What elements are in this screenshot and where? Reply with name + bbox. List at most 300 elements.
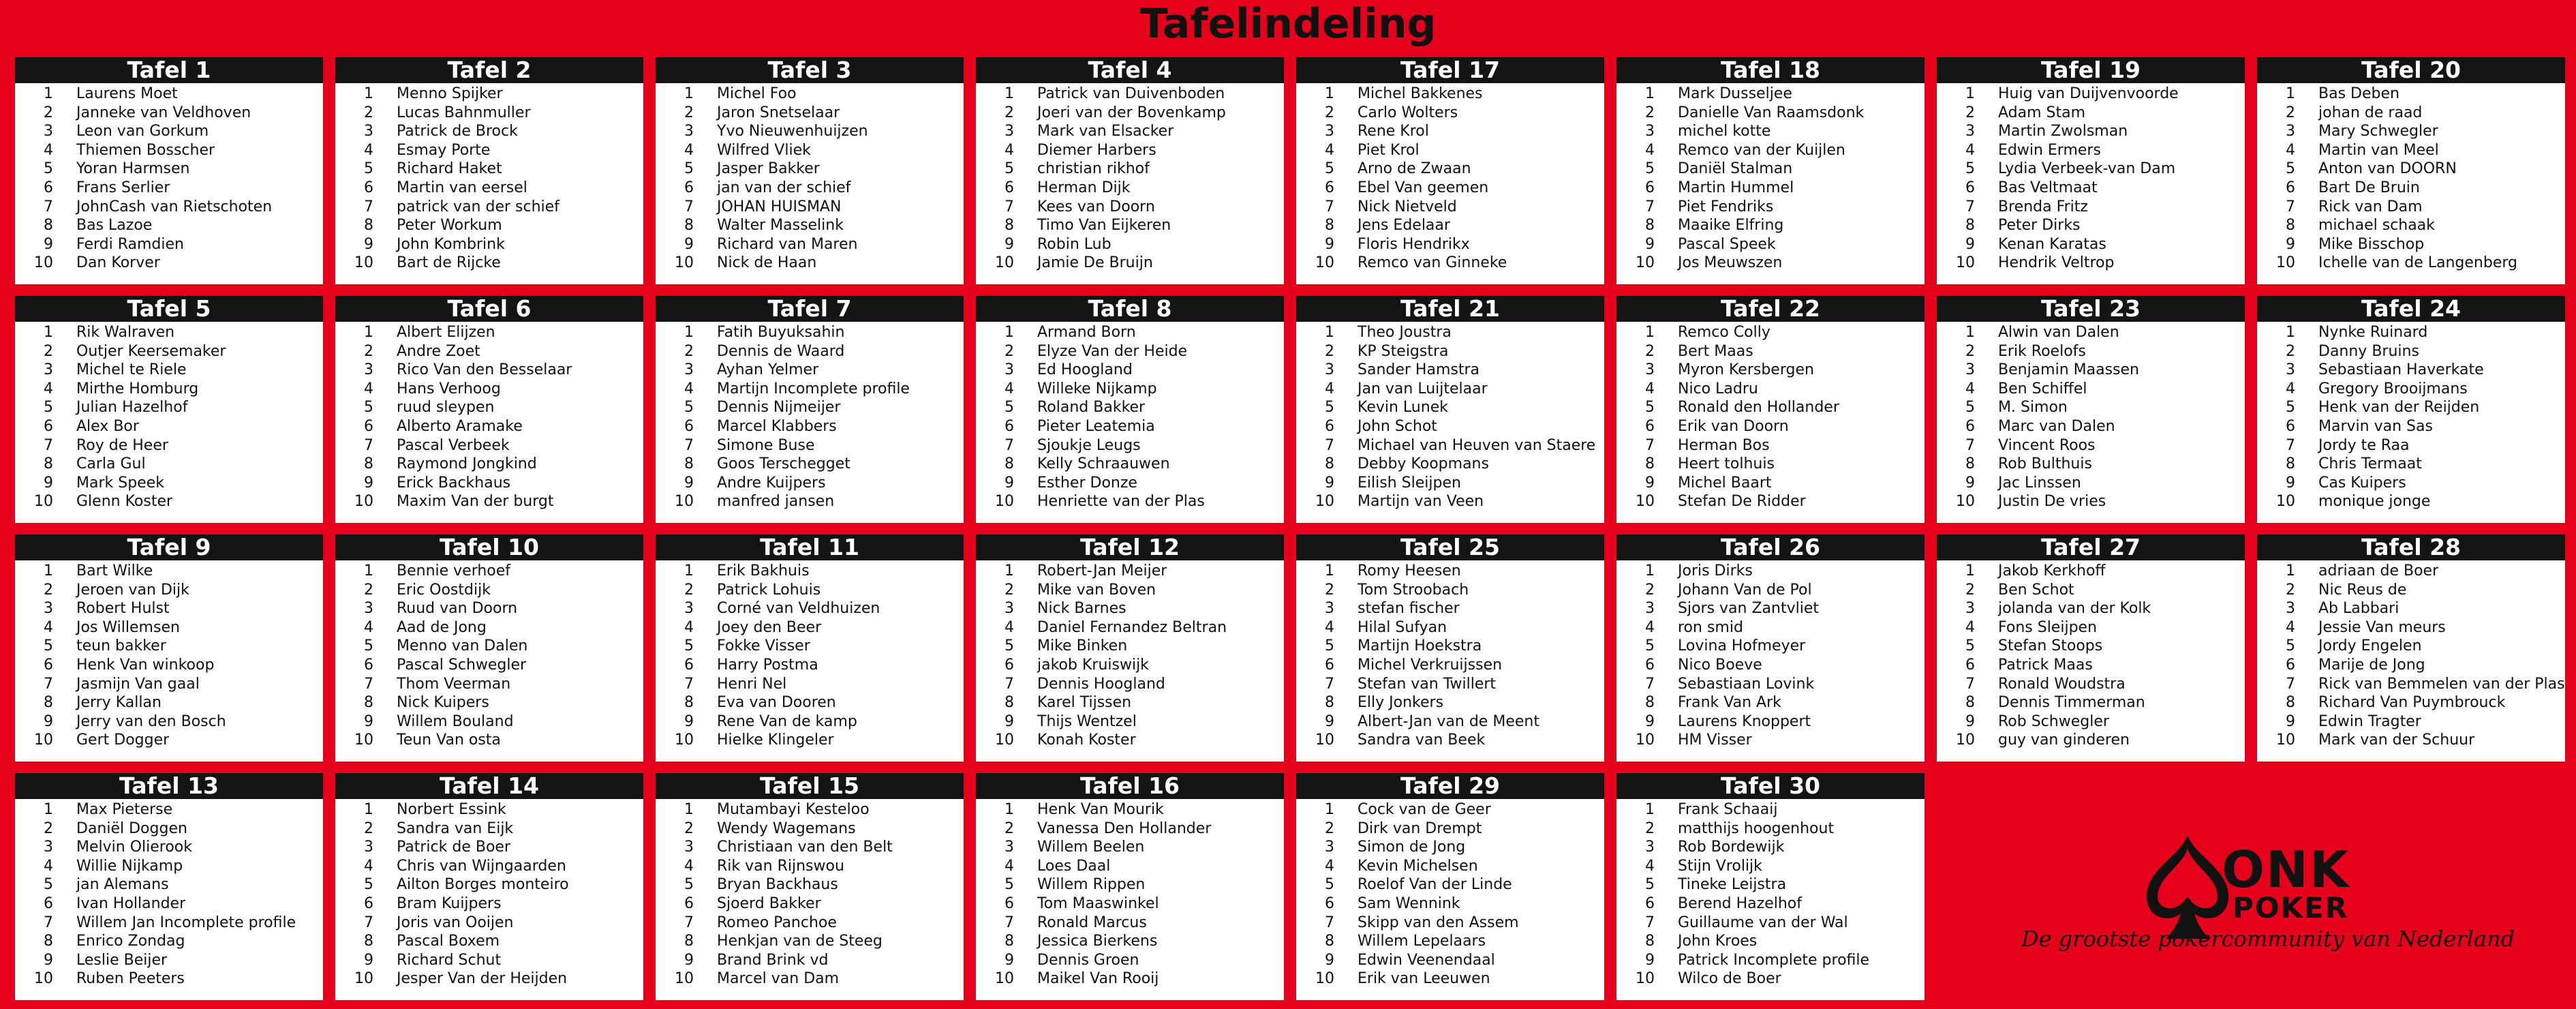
player-name: Raymond Jongkind <box>397 455 537 473</box>
seat-number: 7 <box>1645 675 1655 693</box>
table-header: Tafel 12 <box>976 534 1284 560</box>
table-header: Tafel 30 <box>1616 773 1925 799</box>
player-name: michael schaak <box>2318 217 2435 235</box>
seat-number: 9 <box>1005 951 1014 969</box>
seat-number: 8 <box>1645 933 1655 950</box>
seat-number: 9 <box>1005 474 1014 492</box>
seat-number: 8 <box>1645 217 1655 235</box>
table-header: Tafel 16 <box>976 773 1284 799</box>
player-name: Konah Koster <box>1037 732 1136 749</box>
player-name: Nic Reus de <box>2318 581 2407 599</box>
player-row <box>1616 198 1925 217</box>
seat-number: 2 <box>1005 342 1014 360</box>
player-row <box>2257 731 2565 750</box>
player-name: michel kotte <box>1678 123 1771 140</box>
player-name: Thiemen Bosscher <box>76 141 215 159</box>
seat-number: 7 <box>1005 914 1014 931</box>
seat-number: 10 <box>1956 732 1975 749</box>
player-name: Bas Deben <box>2318 85 2399 102</box>
seat-number: 9 <box>2286 474 2295 492</box>
seat-number: 3 <box>684 361 694 379</box>
player-name: Rob Schwegler <box>1998 712 2109 730</box>
player-name: Jerry van den Bosch <box>76 712 226 730</box>
seat-number: 1 <box>364 562 373 579</box>
player-row <box>1616 323 1925 342</box>
player-name: Janneke van Veldhoven <box>76 104 251 121</box>
table-card <box>1937 296 2245 523</box>
player-row <box>1296 398 1604 417</box>
player-name: Jan van Luijtelaar <box>1358 380 1488 397</box>
player-name: Ruben Peeters <box>76 970 185 988</box>
player-name: Johann Van de Pol <box>1678 581 1812 599</box>
seat-number: 8 <box>44 694 53 712</box>
seat-number: 1 <box>1325 562 1334 579</box>
player-row <box>2257 254 2565 273</box>
player-row <box>335 951 643 970</box>
seat-number: 3 <box>364 600 373 618</box>
player-row <box>2257 618 2565 637</box>
player-row <box>2257 712 2565 732</box>
seat-number: 3 <box>1645 123 1655 140</box>
table-card <box>656 773 964 1000</box>
player-name: Kevin Lunek <box>1358 399 1448 417</box>
player-name: Maxim Van der burgt <box>397 493 554 511</box>
seat-number: 7 <box>1005 436 1014 454</box>
seat-number: 8 <box>44 217 53 235</box>
player-name: Sjors van Zantvliet <box>1678 600 1820 618</box>
player-row <box>15 875 323 894</box>
seat-number: 5 <box>1005 160 1014 178</box>
player-name: Rico Van den Besselaar <box>397 361 572 379</box>
player-row <box>15 361 323 380</box>
player-row <box>335 417 643 436</box>
player-name: Ben Schiffel <box>1998 380 2087 397</box>
seat-number: 5 <box>364 876 373 894</box>
seat-number: 9 <box>684 712 694 730</box>
player-row <box>1296 951 1604 970</box>
player-name: Yvo Nieuwenhuijzen <box>717 123 868 140</box>
player-list <box>15 83 323 273</box>
player-name: Jesper Van der Heijden <box>397 970 568 988</box>
seat-number: 4 <box>364 380 373 397</box>
seat-number: 2 <box>2286 104 2295 121</box>
player-name: Yoran Harmsen <box>76 160 190 178</box>
player-name: Jac Linssen <box>1998 474 2081 492</box>
player-row <box>976 436 1284 455</box>
seat-number: 2 <box>1005 104 1014 121</box>
logo-tagline: De grootste pokercommunity van Nederland <box>2021 926 2515 952</box>
player-row <box>2257 562 2565 581</box>
player-name: Willem Lepelaars <box>1358 933 1486 950</box>
player-row <box>335 800 643 819</box>
player-row <box>335 198 643 217</box>
player-name: Sander Hamstra <box>1358 361 1479 379</box>
player-row <box>1296 656 1604 675</box>
player-name: Jordy Engelen <box>2318 637 2422 655</box>
player-row <box>656 875 964 894</box>
player-name: Sebastiaan Lovink <box>1678 675 1815 693</box>
player-row <box>15 838 323 857</box>
player-row <box>1616 179 1925 198</box>
seat-number: 3 <box>364 361 373 379</box>
player-name: Ruud van Doorn <box>397 600 518 618</box>
seat-number: 1 <box>1005 801 1014 818</box>
seat-number: 8 <box>1325 217 1334 235</box>
player-name: Loes Daal <box>1037 857 1111 875</box>
player-row <box>1296 693 1604 712</box>
player-row <box>656 712 964 732</box>
player-row <box>976 361 1284 380</box>
player-row <box>335 637 643 656</box>
player-row <box>1296 712 1604 732</box>
player-row <box>1616 398 1925 417</box>
player-row <box>1296 160 1604 179</box>
seat-number: 2 <box>44 342 53 360</box>
seat-number: 6 <box>364 894 373 912</box>
player-name: Corné van Veldhuizen <box>717 600 880 618</box>
seat-number: 1 <box>1645 801 1655 818</box>
player-name: Guillaume van der Wal <box>1678 914 1848 931</box>
table-card <box>1937 57 2245 284</box>
player-row <box>656 342 964 361</box>
player-row <box>656 380 964 399</box>
player-name: Patrick de Brock <box>397 123 518 140</box>
player-row <box>1296 857 1604 876</box>
player-row <box>15 712 323 732</box>
player-list <box>1616 560 1925 750</box>
player-row <box>656 637 964 656</box>
table-card <box>976 296 1284 523</box>
seat-number: 7 <box>1325 198 1334 215</box>
player-name: Marcel van Dam <box>717 970 840 988</box>
seat-number: 5 <box>684 399 694 417</box>
player-name: Sandra van Beek <box>1358 732 1486 749</box>
player-row <box>976 474 1284 493</box>
player-row <box>2257 85 2565 104</box>
player-name: Leslie Beijer <box>76 951 168 969</box>
player-row <box>15 637 323 656</box>
player-name: Outjer Keersemaker <box>76 342 226 360</box>
seat-number: 1 <box>1965 324 1975 341</box>
player-row <box>335 712 643 732</box>
onk-poker-logo <box>1976 798 2535 975</box>
player-name: Danielle Van Raamsdonk <box>1678 104 1865 121</box>
seat-number: 1 <box>1325 801 1334 818</box>
seat-number: 7 <box>1645 914 1655 931</box>
player-name: Lydia Verbeek-van Dam <box>1998 160 2176 178</box>
player-row <box>15 894 323 914</box>
seat-number: 3 <box>44 839 53 856</box>
seat-number: 10 <box>34 732 53 749</box>
player-name: Nick de Haan <box>717 254 817 272</box>
player-row <box>15 562 323 581</box>
seat-number: 8 <box>1645 455 1655 473</box>
table-card <box>335 534 643 762</box>
table-header: Tafel 29 <box>1296 773 1604 799</box>
table-header: Tafel 13 <box>15 773 323 799</box>
player-name: Jessie Van meurs <box>2318 618 2446 636</box>
player-row <box>656 323 964 342</box>
player-list <box>1296 560 1604 750</box>
seat-number: 7 <box>2286 675 2295 693</box>
seat-number: 8 <box>1005 694 1014 712</box>
seat-number: 1 <box>1005 562 1014 579</box>
player-name: Nico Ladru <box>1678 380 1758 397</box>
table-header: Tafel 22 <box>1616 296 1925 322</box>
table-header: Tafel 5 <box>15 296 323 322</box>
seat-number: 6 <box>1965 417 1975 435</box>
player-row <box>656 675 964 694</box>
seat-number: 4 <box>364 141 373 159</box>
player-name: Rob Bulthuis <box>1998 455 2092 473</box>
seat-number: 6 <box>1645 894 1655 912</box>
player-row <box>1616 235 1925 254</box>
seat-number: 10 <box>995 970 1014 988</box>
player-row <box>335 731 643 750</box>
seat-number: 5 <box>1965 399 1975 417</box>
seat-number: 3 <box>44 361 53 379</box>
player-name: Dennis de Waard <box>717 342 845 360</box>
player-name: jan Alemans <box>76 876 169 894</box>
player-name: Lovina Hofmeyer <box>1678 637 1806 655</box>
player-list <box>656 560 964 750</box>
seat-number: 5 <box>364 160 373 178</box>
player-name: Esther Donze <box>1037 474 1137 492</box>
table-header: Tafel 21 <box>1296 296 1604 322</box>
player-row <box>1616 85 1925 104</box>
player-row <box>976 857 1284 876</box>
player-name: Stefan De Ridder <box>1678 493 1806 511</box>
seat-number: 2 <box>1325 104 1334 121</box>
seat-number: 8 <box>1965 217 1975 235</box>
player-row <box>656 104 964 123</box>
table-card <box>335 57 643 284</box>
table-card <box>1616 773 1925 1000</box>
seat-number: 6 <box>1325 656 1334 674</box>
player-name: Patrick Incomplete profile <box>1678 951 1870 969</box>
player-name: Wendy Wagemans <box>717 819 856 837</box>
player-name: guy van ginderen <box>1998 732 2130 749</box>
table-card <box>15 296 323 523</box>
player-name: Richard van Maren <box>717 235 858 253</box>
player-name: Mary Schwegler <box>2318 123 2438 140</box>
seat-number: 6 <box>1965 179 1975 196</box>
player-list <box>2257 83 2565 273</box>
table-card <box>656 534 964 762</box>
player-row <box>1296 216 1604 235</box>
player-name: M. Simon <box>1998 399 2068 417</box>
player-row <box>656 656 964 675</box>
seat-number: 1 <box>684 562 694 579</box>
player-row <box>1937 675 2245 694</box>
table-card <box>976 57 1284 284</box>
player-name: Patrick Lohuis <box>717 581 821 599</box>
player-row <box>656 492 964 511</box>
seat-number: 8 <box>44 933 53 950</box>
seat-number: 9 <box>364 235 373 253</box>
seat-number: 6 <box>1325 179 1334 196</box>
player-name: Anton van DOORN <box>2318 160 2457 178</box>
seat-number: 9 <box>1325 712 1334 730</box>
player-name: John Kombrink <box>397 235 505 253</box>
seat-number: 1 <box>1005 85 1014 102</box>
player-name: Martijn Hoekstra <box>1358 637 1482 655</box>
seat-number: 10 <box>34 254 53 272</box>
player-name: Frans Serlier <box>76 179 170 196</box>
player-name: Roy de Heer <box>76 436 168 454</box>
player-row <box>335 380 643 399</box>
player-row <box>15 380 323 399</box>
seat-number: 2 <box>1965 104 1975 121</box>
player-name: Remco van Ginneke <box>1358 254 1507 272</box>
player-name: Max Pieterse <box>76 801 173 818</box>
player-row <box>976 342 1284 361</box>
player-row <box>2257 342 2565 361</box>
seat-number: 5 <box>44 399 53 417</box>
player-row <box>1296 417 1604 436</box>
seat-number: 5 <box>684 160 694 178</box>
player-name: Jens Edelaar <box>1358 217 1450 235</box>
player-list <box>1296 83 1604 273</box>
seat-number: 1 <box>1965 85 1975 102</box>
player-name: Roland Bakker <box>1037 399 1146 417</box>
player-name: Adam Stam <box>1998 104 2086 121</box>
player-row <box>335 656 643 675</box>
player-list <box>656 799 964 989</box>
player-name: Elyze Van der Heide <box>1037 342 1188 360</box>
player-row <box>15 951 323 970</box>
player-list <box>15 799 323 989</box>
player-name: Remco van der Kuijlen <box>1678 141 1845 159</box>
player-name: Nick Nietveld <box>1358 198 1457 215</box>
seat-number: 9 <box>1965 235 1975 253</box>
player-row <box>2257 455 2565 474</box>
player-name: Bart Wilke <box>76 562 153 579</box>
seat-number: 5 <box>1965 160 1975 178</box>
seat-number: 6 <box>1005 656 1014 674</box>
player-row <box>976 675 1284 694</box>
player-name: christian rikhof <box>1037 160 1150 178</box>
player-row <box>1937 492 2245 511</box>
player-name: Mike Binken <box>1037 637 1128 655</box>
player-row <box>335 436 643 455</box>
player-row <box>15 474 323 493</box>
player-row <box>656 254 964 273</box>
seat-number: 1 <box>44 85 53 102</box>
player-name: Michael van Heuven van Staere <box>1358 436 1596 454</box>
player-list <box>1937 322 2245 511</box>
player-name: Marcel Klabbers <box>717 417 837 435</box>
player-row <box>15 216 323 235</box>
seat-number: 9 <box>1005 235 1014 253</box>
player-name: patrick van der schief <box>397 198 559 215</box>
player-row <box>335 894 643 914</box>
player-name: Erik van Leeuwen <box>1358 970 1490 988</box>
player-name: KP Steigstra <box>1358 342 1449 360</box>
seat-number: 1 <box>1645 562 1655 579</box>
player-name: Dan Korver <box>76 254 160 272</box>
player-row <box>976 492 1284 511</box>
seat-number: 1 <box>364 801 373 818</box>
player-name: Chris Termaat <box>2318 455 2422 473</box>
seat-number: 6 <box>1645 417 1655 435</box>
player-row <box>335 361 643 380</box>
seat-number: 4 <box>1005 141 1014 159</box>
player-row <box>656 398 964 417</box>
player-row <box>1296 380 1604 399</box>
seat-number: 4 <box>1645 857 1655 875</box>
player-name: jan van der schief <box>717 179 851 196</box>
table-header: Tafel 8 <box>976 296 1284 322</box>
player-name: Cas Kuipers <box>2318 474 2406 492</box>
player-name: Joey den Beer <box>717 618 822 636</box>
seat-number: 10 <box>34 970 53 988</box>
seat-number: 3 <box>1965 600 1975 618</box>
player-row <box>1937 693 2245 712</box>
player-row <box>976 323 1284 342</box>
player-name: Daniël Doggen <box>76 819 187 837</box>
player-name: Jasmijn Van gaal <box>76 675 200 693</box>
table-header: Tafel 15 <box>656 773 964 799</box>
seat-number: 5 <box>1645 160 1655 178</box>
seat-number: 7 <box>44 675 53 693</box>
player-row <box>1296 969 1604 989</box>
player-name: teun bakker <box>76 637 166 655</box>
player-row <box>335 819 643 839</box>
seat-number: 8 <box>684 455 694 473</box>
player-name: Dennis Hoogland <box>1037 675 1165 693</box>
player-row <box>1296 85 1604 104</box>
player-row <box>335 932 643 951</box>
player-name: Joris van Ooijen <box>397 914 514 931</box>
player-list <box>335 560 643 750</box>
player-row <box>1296 323 1604 342</box>
player-row <box>1296 254 1604 273</box>
player-row <box>656 235 964 254</box>
seat-number: 4 <box>2286 141 2295 159</box>
player-name: JohnCash van Rietschoten <box>76 198 273 215</box>
player-name: Gert Dogger <box>76 732 170 749</box>
player-row <box>976 179 1284 198</box>
seat-number: 10 <box>1315 493 1334 511</box>
player-name: Carla Gul <box>76 455 146 473</box>
player-name: Willem Beelen <box>1037 839 1145 856</box>
player-row <box>15 235 323 254</box>
table-header: Tafel 11 <box>656 534 964 560</box>
seat-number: 4 <box>684 141 694 159</box>
player-row <box>1296 819 1604 839</box>
player-list <box>976 560 1284 750</box>
player-row <box>656 932 964 951</box>
player-row <box>1937 323 2245 342</box>
seat-number: 1 <box>2286 562 2295 579</box>
seat-number: 6 <box>1325 894 1334 912</box>
seat-number: 9 <box>684 235 694 253</box>
player-row <box>976 141 1284 160</box>
player-row <box>656 179 964 198</box>
player-name: Andre Zoet <box>397 342 480 360</box>
seat-number: 2 <box>364 819 373 837</box>
seat-number: 8 <box>1005 933 1014 950</box>
player-row <box>335 122 643 141</box>
player-row <box>1937 562 2245 581</box>
player-name: Edwin Ermers <box>1998 141 2101 159</box>
seat-number: 8 <box>2286 217 2295 235</box>
seat-number: 5 <box>2286 637 2295 655</box>
player-list <box>335 83 643 273</box>
player-row <box>976 637 1284 656</box>
seat-number: 8 <box>1325 933 1334 950</box>
